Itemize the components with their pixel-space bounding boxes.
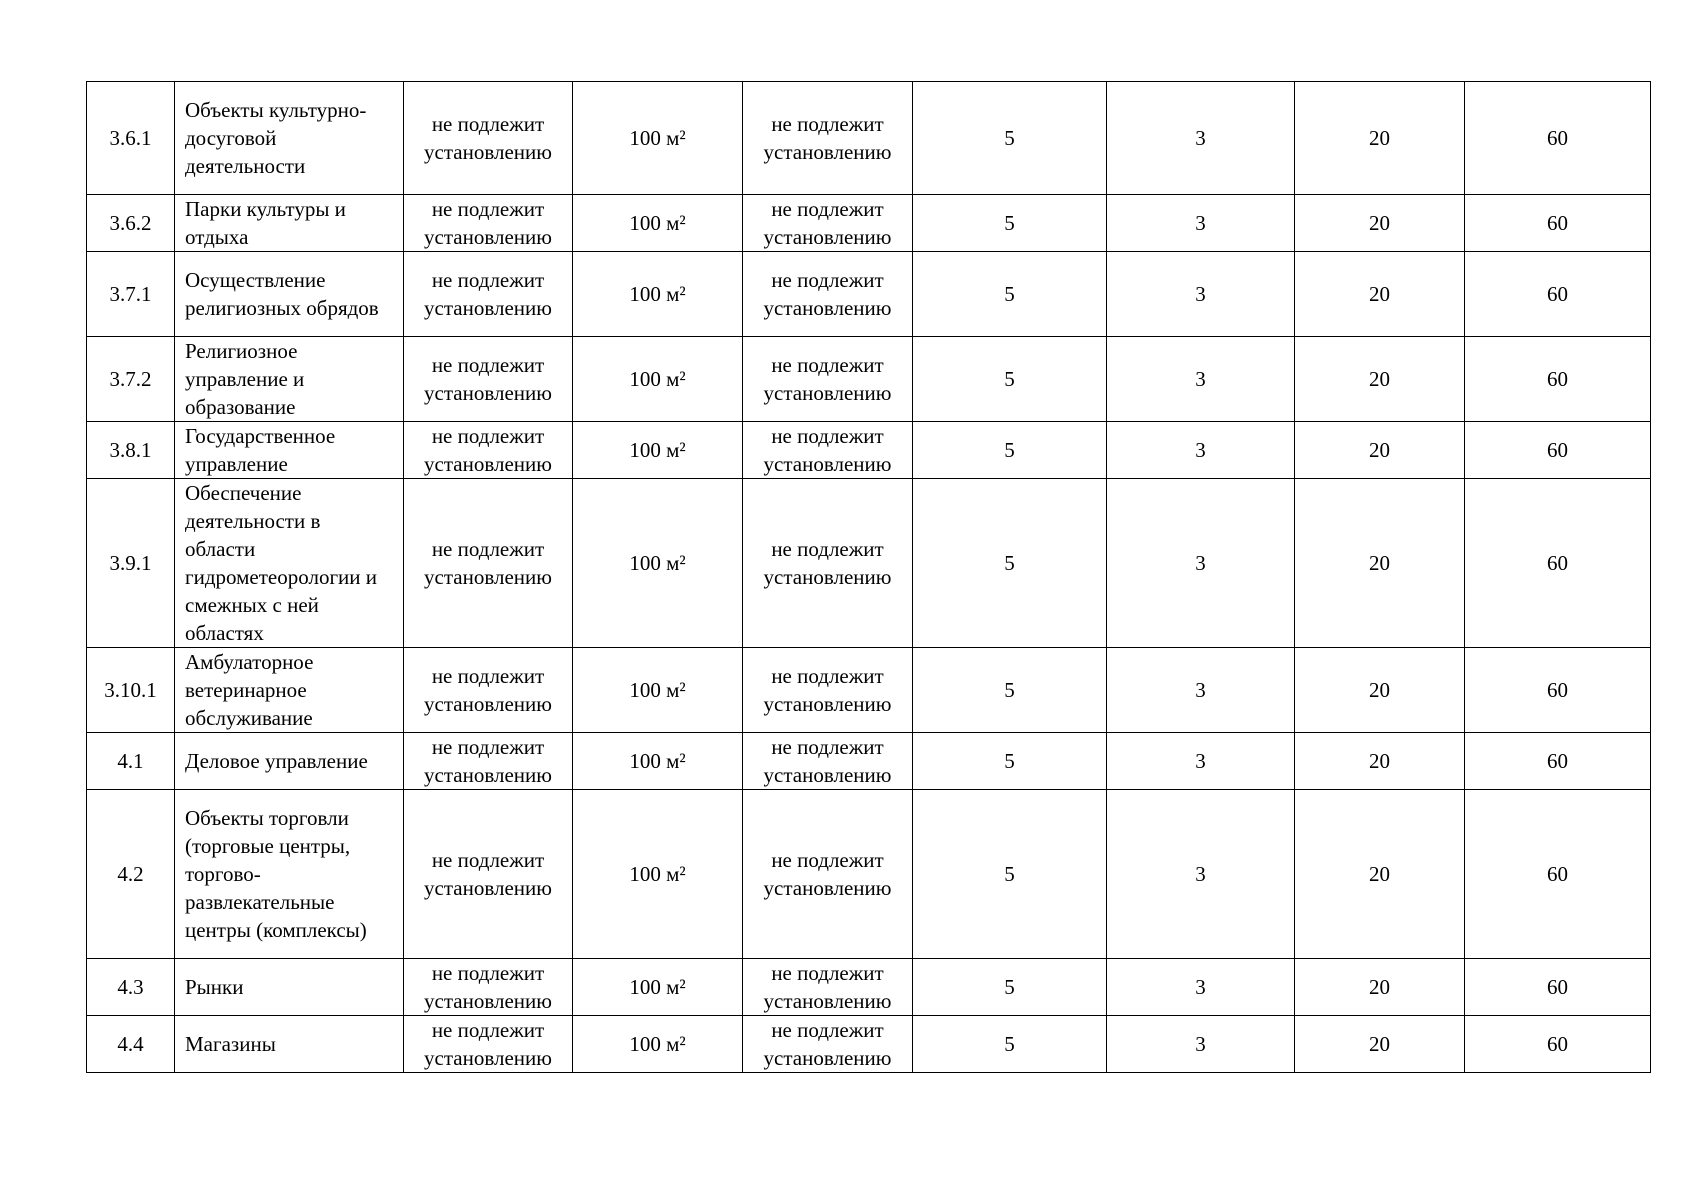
row-cell: 5 — [913, 1016, 1107, 1073]
row-cell: 60 — [1465, 733, 1651, 790]
row-cell: 60 — [1465, 337, 1651, 422]
row-name: Рынки — [175, 959, 404, 1016]
row-cell: 100 м² — [573, 422, 743, 479]
row-code: 4.1 — [87, 733, 175, 790]
table-row — [87, 959, 1651, 1016]
row-code: 4.2 — [87, 790, 175, 959]
row-cell: 100 м² — [573, 1016, 743, 1073]
row-name: Магазины — [175, 1016, 404, 1073]
row-code: 3.6.2 — [87, 195, 175, 252]
row-cell: 60 — [1465, 82, 1651, 195]
row-cell: 3 — [1107, 337, 1295, 422]
table-row — [87, 195, 1651, 252]
row-cell: 5 — [913, 648, 1107, 733]
row-cell: 100 м² — [573, 82, 743, 195]
row-cell: 5 — [913, 195, 1107, 252]
row-cell: 3 — [1107, 82, 1295, 195]
row-cell: не подлежит установлению — [743, 648, 913, 733]
table-row — [87, 337, 1651, 422]
row-cell: 100 м² — [573, 959, 743, 1016]
table-body — [87, 82, 1651, 1073]
table-row — [87, 479, 1651, 648]
row-cell: 3 — [1107, 195, 1295, 252]
row-cell: 3 — [1107, 790, 1295, 959]
row-cell: не подлежит установлению — [743, 337, 913, 422]
row-cell: 5 — [913, 337, 1107, 422]
row-code: 4.3 — [87, 959, 175, 1016]
row-cell: 3 — [1107, 1016, 1295, 1073]
row-cell: не подлежит установлению — [404, 648, 573, 733]
row-name: Объекты торговли (торговые центры, торгово-развлекательные центры (комплексы) — [175, 790, 404, 959]
row-cell: 20 — [1295, 422, 1465, 479]
table-row — [87, 422, 1651, 479]
row-cell: не подлежит установлению — [404, 252, 573, 337]
row-cell: не подлежит установлению — [743, 1016, 913, 1073]
row-name: Государственное управление — [175, 422, 404, 479]
row-cell: 20 — [1295, 252, 1465, 337]
row-cell: 100 м² — [573, 648, 743, 733]
table-row — [87, 733, 1651, 790]
row-cell: 60 — [1465, 959, 1651, 1016]
row-cell: 60 — [1465, 479, 1651, 648]
row-cell: не подлежит установлению — [743, 733, 913, 790]
row-cell: 60 — [1465, 648, 1651, 733]
row-cell: не подлежит установлению — [743, 252, 913, 337]
row-cell: не подлежит установлению — [404, 422, 573, 479]
row-name: Обеспечение деятельности в области гидрометеорологии и смежных с ней областях — [175, 479, 404, 648]
row-cell: 5 — [913, 959, 1107, 1016]
row-cell: не подлежит установлению — [404, 479, 573, 648]
row-cell: 20 — [1295, 1016, 1465, 1073]
row-name: Амбулаторное ветеринарное обслуживание — [175, 648, 404, 733]
row-cell: 20 — [1295, 733, 1465, 790]
row-cell: 60 — [1465, 790, 1651, 959]
row-code: 3.7.2 — [87, 337, 175, 422]
row-name: Осуществление религиозных обрядов — [175, 252, 404, 337]
row-cell: 60 — [1465, 422, 1651, 479]
row-cell: 20 — [1295, 479, 1465, 648]
row-name: Объекты культурно-досуговой деятельности — [175, 82, 404, 195]
row-cell: 5 — [913, 252, 1107, 337]
row-cell: 3 — [1107, 479, 1295, 648]
row-cell: не подлежит установлению — [743, 195, 913, 252]
row-cell: 100 м² — [573, 252, 743, 337]
table-row — [87, 82, 1651, 195]
row-cell: 5 — [913, 422, 1107, 479]
row-cell: не подлежит установлению — [743, 82, 913, 195]
row-cell: не подлежит установлению — [404, 1016, 573, 1073]
row-cell: 100 м² — [573, 479, 743, 648]
row-cell: 5 — [913, 790, 1107, 959]
table-row — [87, 790, 1651, 959]
row-cell: 100 м² — [573, 337, 743, 422]
row-cell: 60 — [1465, 195, 1651, 252]
row-cell: 5 — [913, 479, 1107, 648]
table-row — [87, 252, 1651, 337]
row-cell: 5 — [913, 82, 1107, 195]
row-cell: 100 м² — [573, 790, 743, 959]
row-cell: 100 м² — [573, 195, 743, 252]
row-cell: 3 — [1107, 422, 1295, 479]
row-cell: не подлежит установлению — [404, 790, 573, 959]
row-cell: 3 — [1107, 733, 1295, 790]
row-cell: 20 — [1295, 959, 1465, 1016]
row-cell: не подлежит установлению — [404, 733, 573, 790]
row-cell: 60 — [1465, 252, 1651, 337]
row-code: 3.9.1 — [87, 479, 175, 648]
row-cell: 20 — [1295, 790, 1465, 959]
row-code: 4.4 — [87, 1016, 175, 1073]
table-row — [87, 648, 1651, 733]
row-cell: не подлежит установлению — [743, 422, 913, 479]
row-cell: не подлежит установлению — [743, 959, 913, 1016]
row-cell: 5 — [913, 733, 1107, 790]
row-cell: не подлежит установлению — [404, 82, 573, 195]
row-cell: не подлежит установлению — [743, 479, 913, 648]
row-code: 3.8.1 — [87, 422, 175, 479]
row-cell: 20 — [1295, 82, 1465, 195]
row-cell: 3 — [1107, 959, 1295, 1016]
row-cell: не подлежит установлению — [404, 337, 573, 422]
row-name: Деловое управление — [175, 733, 404, 790]
row-cell: 100 м² — [573, 733, 743, 790]
row-cell: 3 — [1107, 252, 1295, 337]
row-name: Религиозное управление и образование — [175, 337, 404, 422]
row-cell: не подлежит установлению — [743, 790, 913, 959]
row-code: 3.7.1 — [87, 252, 175, 337]
row-code: 3.6.1 — [87, 82, 175, 195]
row-cell: 20 — [1295, 648, 1465, 733]
row-cell: не подлежит установлению — [404, 195, 573, 252]
row-cell: не подлежит установлению — [404, 959, 573, 1016]
row-code: 3.10.1 — [87, 648, 175, 733]
table-row — [87, 1016, 1651, 1073]
row-cell: 20 — [1295, 337, 1465, 422]
land-use-table — [86, 81, 1651, 1073]
row-name: Парки культуры и отдыха — [175, 195, 404, 252]
row-cell: 60 — [1465, 1016, 1651, 1073]
row-cell: 20 — [1295, 195, 1465, 252]
row-cell: 3 — [1107, 648, 1295, 733]
